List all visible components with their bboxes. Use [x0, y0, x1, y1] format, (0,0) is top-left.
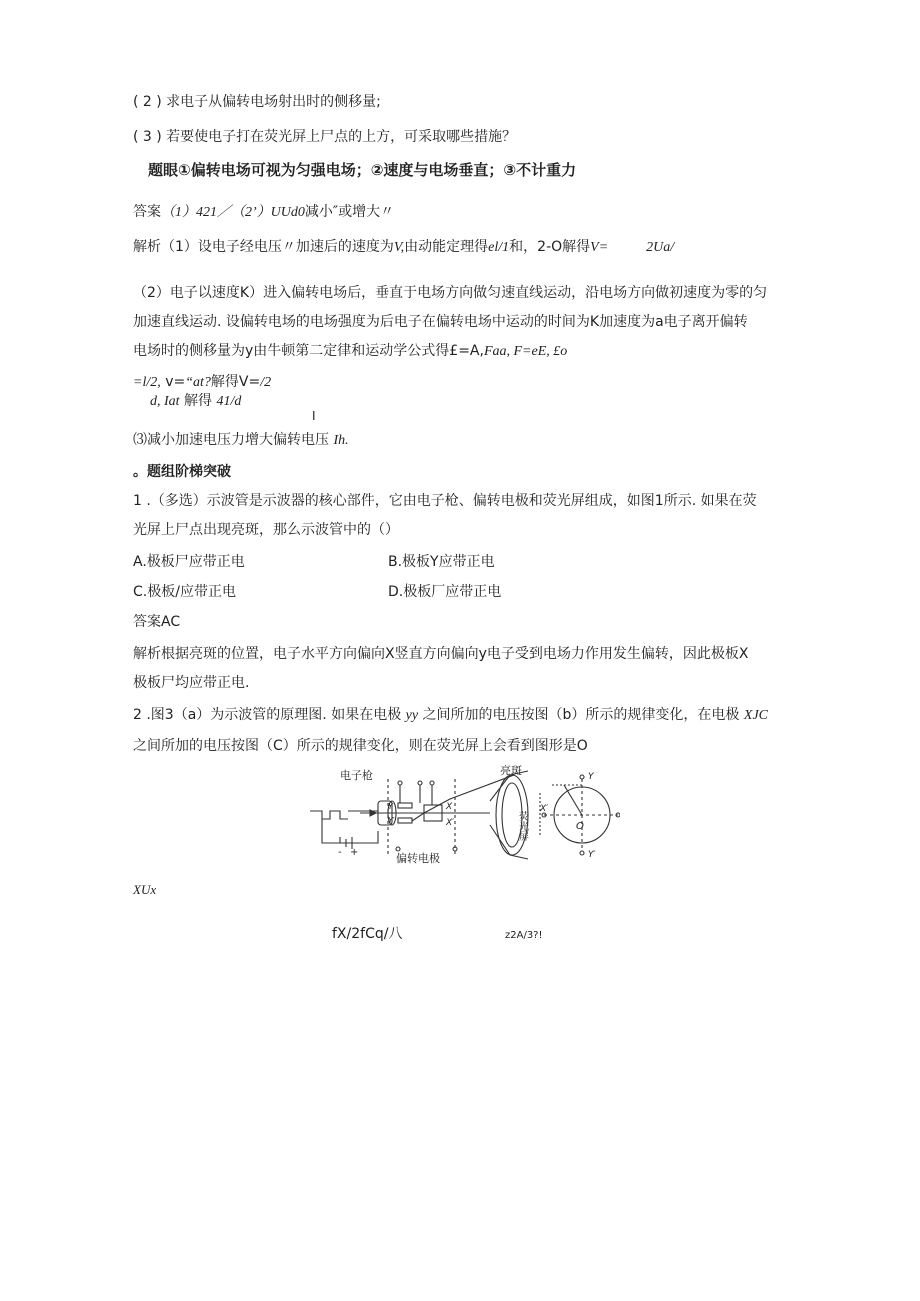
label-Y-plate: Y	[388, 802, 393, 811]
question-3-line: ( 3 ) 若要使电子打在荧光屏上尸点的上方，可采取哪些措施？	[133, 129, 517, 145]
label-electrode: 偏转电极	[396, 852, 440, 865]
option-a: A.极板尸应带正电	[133, 554, 245, 570]
para2-line-3-formula: Faa, F=eE, £o	[483, 344, 568, 359]
formula2-b: 解得	[184, 393, 213, 409]
formula1-a: =l/2,	[133, 375, 161, 390]
analysis-formula-g: 2Ua/	[646, 240, 675, 255]
formula2-c: 41/d	[216, 394, 242, 409]
formula1-d: 解得V=	[210, 374, 261, 390]
analysis-line-1	[133, 238, 674, 257]
problem1-answer: 答案AC	[133, 614, 181, 630]
problem2-line-1	[133, 706, 768, 725]
analysis-formula-d: el/1	[488, 240, 510, 255]
part3-text: ⑶减小加速电压力增大偏转电压	[133, 432, 329, 448]
problem2-text-c: 之间所加的电压按图（b）所示的规律变化，在电极	[422, 707, 740, 723]
problem1-line-2: 光屏上尸点出现亮斑，那么示波管中的（）	[133, 522, 399, 538]
answer-part1: （1）421／（2’）UUd0	[161, 205, 305, 220]
key-points-line: 题眼①偏转电场可视为匀强电场；②速度与电场垂直；③不计重力	[148, 161, 577, 179]
analysis-text-e: 和，2-O解得	[509, 239, 591, 255]
answer-part2: 减小″或增大〃	[304, 204, 395, 220]
label-Y-right: Y	[588, 772, 594, 782]
analysis-formula-f: V=	[590, 240, 609, 255]
formula2-a: d, Iat	[150, 394, 180, 409]
analysis-var-v: V,	[393, 240, 405, 255]
problem2-var-yy: yy	[405, 708, 419, 723]
label-plus: +	[350, 847, 359, 858]
stray-mark: I	[312, 409, 316, 423]
formula-line-1	[133, 373, 271, 392]
label-Xp-right: X′	[540, 804, 549, 814]
question-2-line: ( 2 ) 求电子从偏转电场射出时的侧移量;	[133, 94, 381, 110]
label-O: O	[576, 821, 584, 832]
formula1-c: “at?	[185, 375, 211, 390]
answer-label: 答案	[133, 204, 161, 220]
label-spot: 亮斑	[500, 765, 522, 777]
problem2-line-2: 之间所加的电压按图（C）所示的规律变化，则在荧光屏上会看到图形是O	[133, 738, 588, 754]
label-Xp-plate: X′	[446, 818, 455, 828]
problem1-explanation-1: 解析根据亮斑的位置，电子水平方向偏向X竖直方向偏向y电子受到电场力作用发生偏转，因此极板X	[133, 646, 749, 662]
label-screen: 荧光屏	[516, 811, 528, 841]
formula-line-2	[150, 392, 241, 411]
problem2-text-a: 2 .图3（a）为示波管的原理图. 如果在电极	[133, 707, 402, 723]
figure-b-caption: fX/2fCq/八	[332, 926, 403, 942]
part3-line	[133, 431, 349, 450]
label-Yp-plate: Y′	[388, 816, 395, 825]
figure-c-caption: z2A/3?!	[505, 930, 543, 941]
answer-line	[133, 203, 394, 222]
option-d: D.极板厂应带正电	[388, 584, 502, 600]
formula1-e: /2	[260, 375, 272, 390]
part3-formula: Ih.	[333, 433, 349, 448]
oscilloscope-figure	[300, 765, 620, 865]
label-X-plate: X	[446, 802, 453, 812]
problem1-line-1: 1 .（多选）示波管是示波器的核心部件，它由电子枪、偏转电极和荧光屏组成，如图1所示. 如果在荧	[133, 493, 757, 509]
xux-label: XUx	[133, 882, 157, 897]
formula1-b: v=	[165, 374, 186, 390]
para2-line-3-text: 电场时的侧移量为y由牛顿第二定律和运动学公式得£=A,	[133, 343, 484, 359]
para2-line-2: 加速直线运动. 设偏转电场的电场强度为后电子在偏转电场中运动的时间为K加速度为a电子离开偏转	[133, 314, 748, 330]
label-minus: -	[338, 847, 342, 858]
problem2-var-xjc: XJC	[743, 708, 768, 723]
option-c: C.极板/应带正电	[133, 584, 236, 600]
section-title: 。题组阶梯突破	[133, 464, 231, 480]
option-b: B.极板Y应带正电	[388, 554, 495, 570]
para2-line-1: （2）电子以速度K）进入偏转电场后，垂直于电场方向做匀速直线运动，沿电场方向做初速度为零的匀	[133, 285, 768, 301]
label-gun: 电子枪	[340, 769, 373, 782]
problem1-explanation-2: 极板尸均应带正电.	[133, 675, 250, 691]
para2-line-3	[133, 342, 567, 361]
analysis-text-a: 解析（1）设电子经电压〃加速后的速度为	[133, 239, 394, 255]
analysis-text-c: 由动能定理得	[404, 239, 489, 255]
label-Yp-right: Y′	[588, 850, 596, 860]
